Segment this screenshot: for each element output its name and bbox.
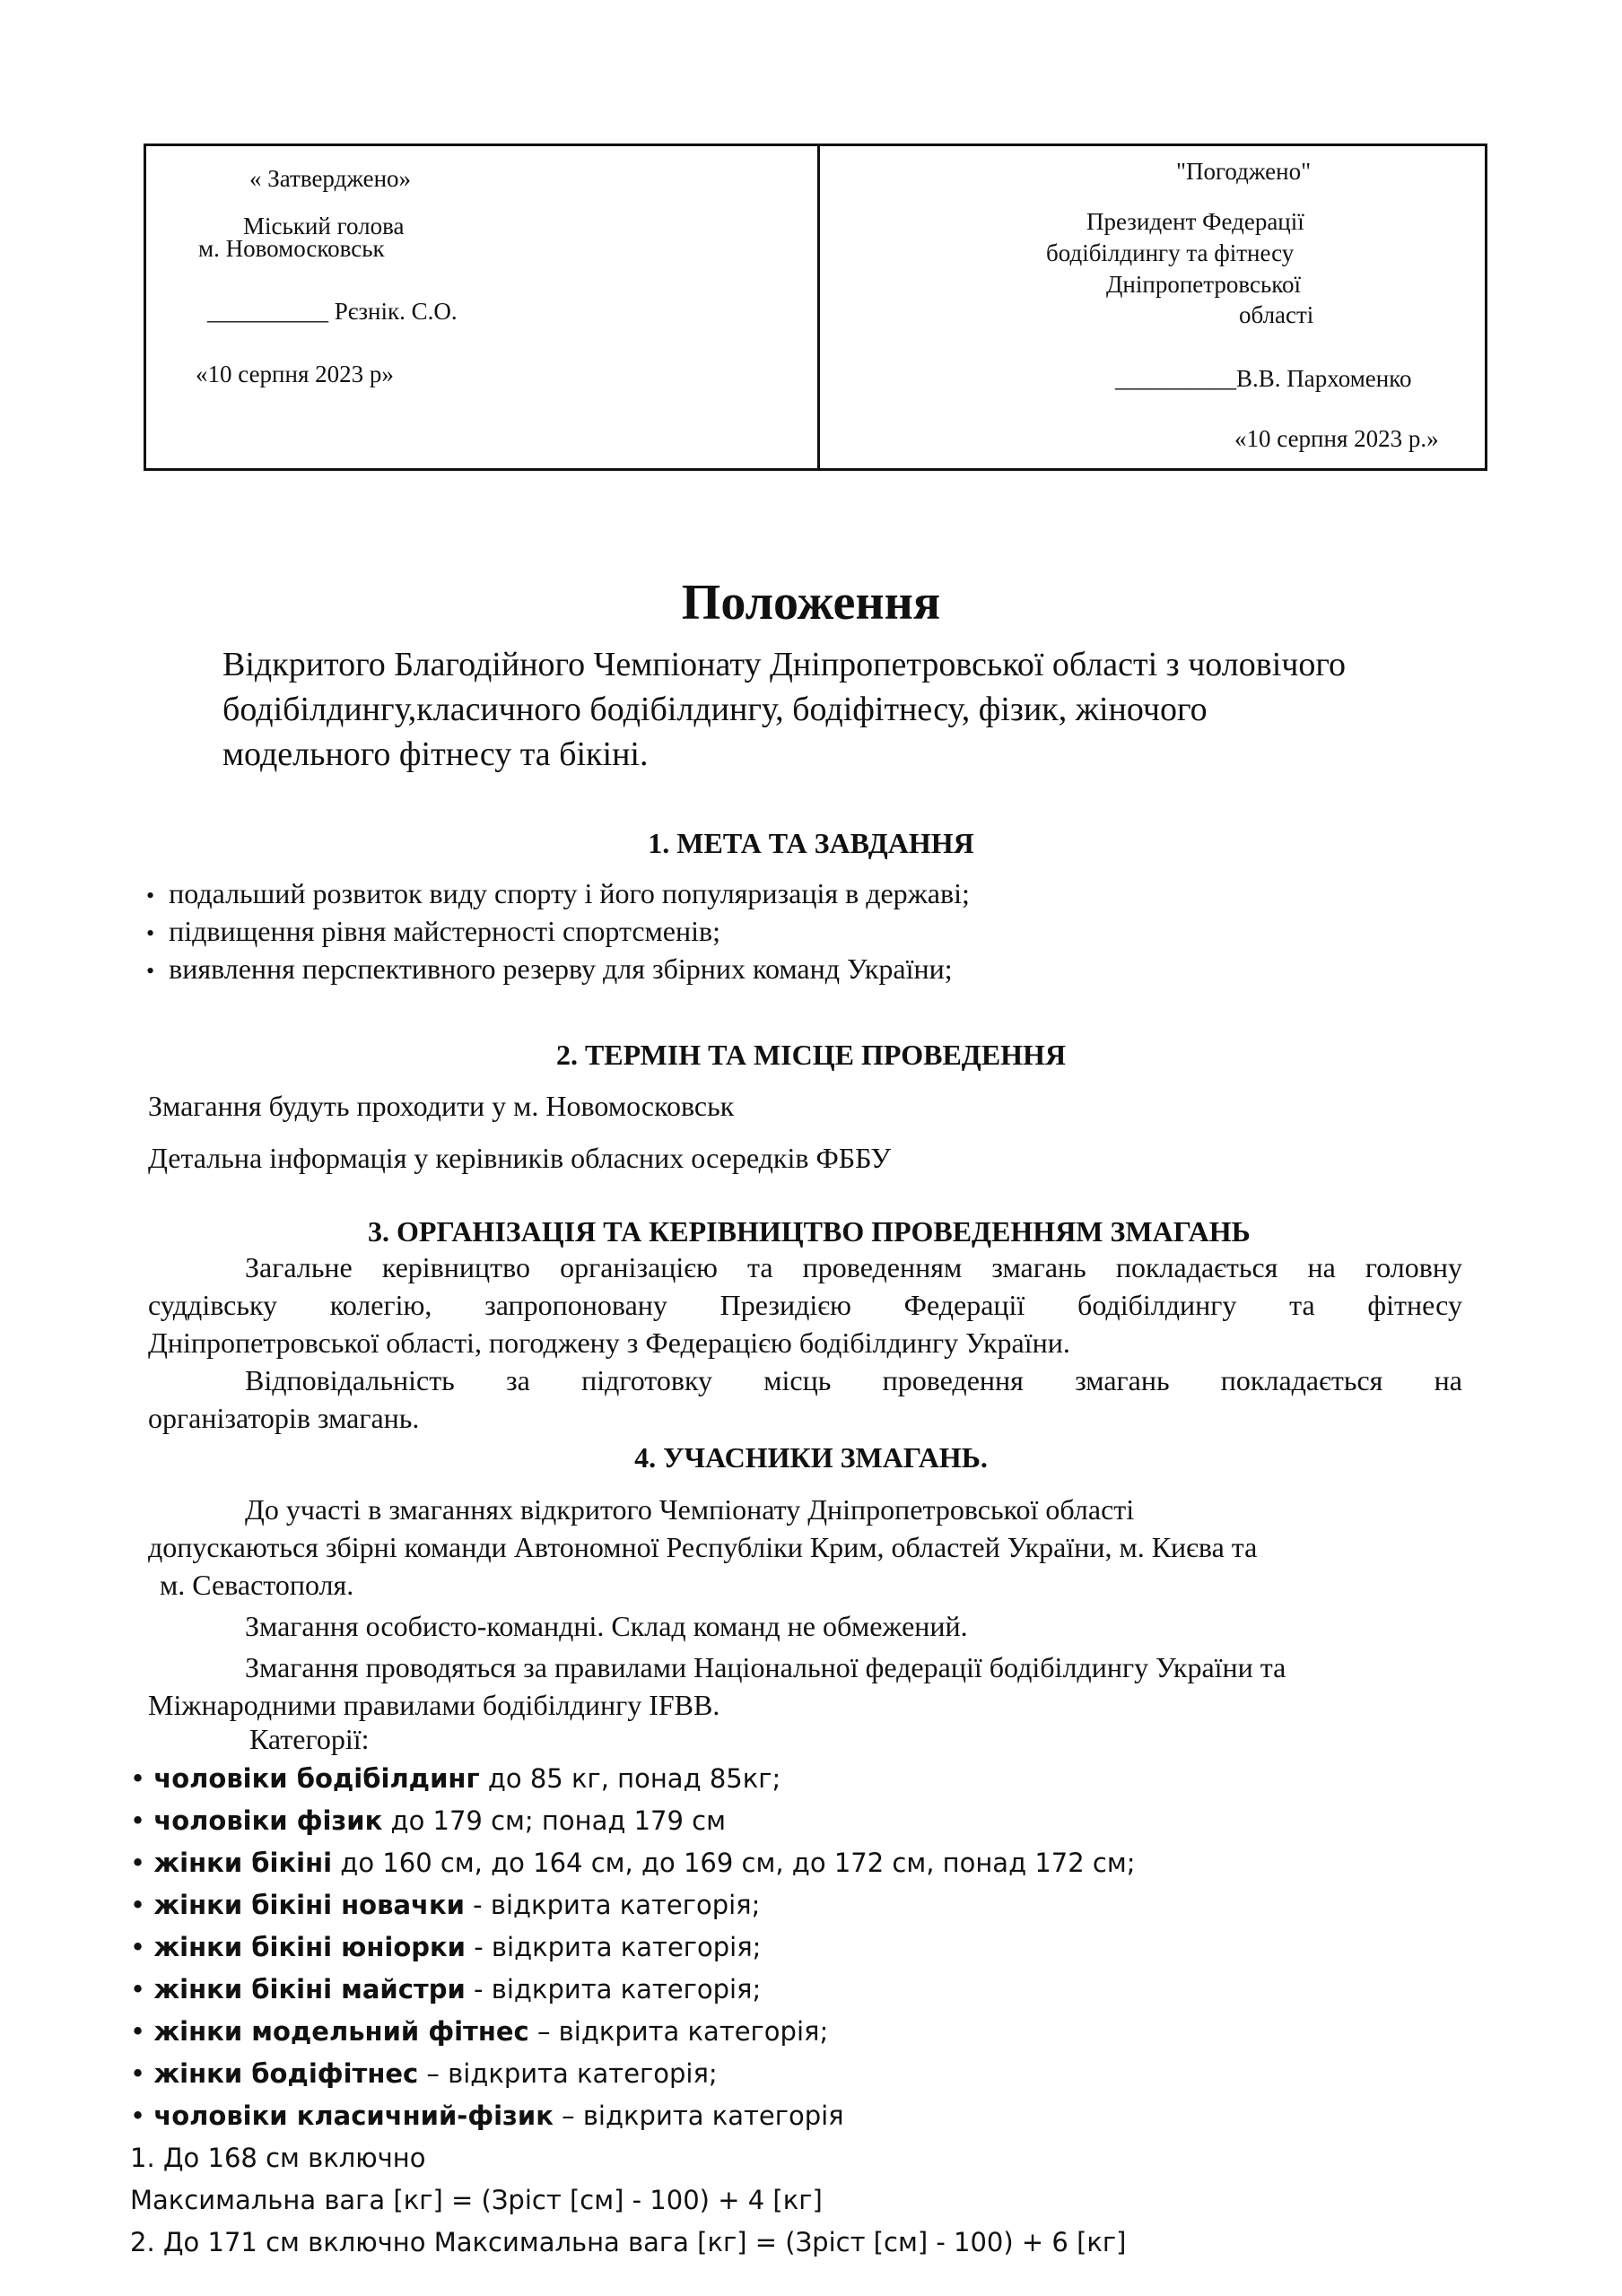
subtitle-line-2: бодібілдингу,класичного бодібілдингу, бодіфітнесу, фізик, жіночого (222, 691, 1208, 728)
president-signature: __________В.В. Пархоменко (1115, 365, 1412, 392)
category-name: жінки модельний фітнес (153, 2016, 529, 2047)
category-name: чоловіки бодібілдинг (153, 1763, 480, 1794)
section4-line-2: допускаються збірні команди Автономної Республіки Крим, областей України, м. Києва та (148, 1531, 1258, 1563)
subtitle-line-3: модельного фітнесу та бікіні. (222, 735, 649, 773)
federation-oblast: області (1239, 301, 1314, 328)
section4-line-7: Категорії: (249, 1723, 370, 1755)
category-name: жінки бікіні майстри (153, 1974, 466, 2005)
section4-line-5: Змагання проводяться за правилами Національної федерації бодібілдингу України та (245, 1651, 1286, 1683)
category-item: • жінки бікіні юніорки - відкрита категорія; (130, 1932, 762, 1962)
mayor-signature: __________ Рєзнік. С.О. (207, 298, 458, 325)
category-item: • жінки бодіфітнес – відкрита категорія; (130, 2058, 718, 2089)
category-name: чоловіки фізик (153, 1805, 383, 1836)
weight-note-2: Максимальна вага [кг] = (Зріст [см] - 100) + 4 [кг] (130, 2185, 823, 2215)
section2-line-1: Змагання будуть проходити у м. Новомосковськ (148, 1090, 735, 1122)
document-title: Положення (681, 575, 941, 631)
category-name: чоловіки класичний-фізик (153, 2100, 554, 2131)
category-name: жінки бікіні (153, 1848, 333, 1878)
category-detail: - відкрита категорія; (464, 1890, 761, 1920)
section4-line-1: До участі в змаганнях відкритого Чемпіонату Дніпропетровської області (245, 1493, 1135, 1526)
category-item: • жінки бікіні майстри - відкрита категорія; (130, 1974, 762, 2005)
weight-note-3: 2. До 171 см включно Максимальна вага [кг] = (Зріст [см] - 100) + 6 [кг] (130, 2227, 1127, 2257)
section3-p2-line-1: Відповідальність за підготовку місць проведення змагань покладається на (245, 1364, 1462, 1396)
bullet-text: виявлення перспективного резерву для збірних команд України; (169, 952, 953, 985)
agreed-heading: "Погоджено" (1176, 158, 1312, 185)
section4-line-3: м. Севастополя. (160, 1569, 354, 1601)
federation-region: Дніпропетровської (1106, 271, 1302, 298)
approval-divider (817, 146, 820, 468)
bullet-icon: • (146, 958, 155, 984)
section3-p2-line-2: організаторів змагань. (148, 1402, 420, 1434)
section1-heading: 1. МЕТА ТА ЗАВДАННЯ (648, 827, 974, 859)
bullet-icon: • (146, 920, 155, 946)
category-item: • жінки модельний фітнес – відкрита категорія; (130, 2016, 829, 2047)
president-title: Президент Федерації (1086, 208, 1304, 235)
category-name: жінки бікіні юніорки (153, 1932, 467, 1962)
section1-bullet-2 (146, 912, 720, 952)
category-item: • чоловіки класичний-фізик – відкрита категорія (130, 2100, 844, 2131)
bullet-text: підвищення рівня майстерності спортсменів; (169, 915, 720, 947)
president-date: «10 серпня 2023 р.» (1234, 425, 1439, 452)
category-item: • жінки бікіні до 160 см, до 164 см, до 169 см, до 172 см, понад 172 см; (130, 1848, 1136, 1878)
section3-p1-line-1: Загальне керівництво організацією та проведенням змагань покладається на головну (245, 1251, 1462, 1283)
section1-bullet-3 (146, 950, 953, 990)
approval-box (144, 144, 1487, 471)
category-name: жінки бікіні новачки (153, 1890, 465, 1920)
category-detail: – відкрита категорія; (528, 2016, 829, 2047)
section2-heading: 2. ТЕРМІН ТА МІСЦЕ ПРОВЕДЕННЯ (555, 1039, 1067, 1071)
section1-bullet-1 (146, 874, 970, 915)
category-item: • чоловіки бодібілдинг до 85 кг, понад 85кг; (130, 1763, 781, 1794)
category-detail: – відкрита категорія (553, 2100, 844, 2131)
bullet-text: подальший розвиток виду спорту і його популяризація в державі; (169, 877, 970, 909)
category-detail: - відкрита категорія; (465, 1974, 762, 2005)
section4-heading: 4. УЧАСНИКИ ЗМАГАНЬ. (634, 1441, 988, 1474)
section3-p1-line-2: суддівську колегію, запропоновану Президією Федерації бодібілдингу та фітнесу (148, 1289, 1462, 1321)
mayor-date: «10 серпня 2023 р» (196, 361, 394, 387)
category-detail: до 179 см; понад 179 см (382, 1805, 727, 1836)
category-detail: - відкрита категорія; (466, 1932, 762, 1962)
category-detail: – відкрита категорія; (418, 2058, 718, 2089)
section4-line-6: Міжнародними правилами бодібілдингу IFBB. (148, 1689, 720, 1721)
section3-heading: 3. ОРГАНІЗАЦІЯ ТА КЕРІВНИЦТВО ПРОВЕДЕННЯМ ЗМАГАНЬ (368, 1215, 1251, 1248)
category-item: • жінки бікіні новачки - відкрита категорія; (130, 1890, 761, 1920)
section2-line-2: Детальна інформація у керівників обласних осередків ФББУ (148, 1142, 892, 1174)
subtitle-line-1: Відкритого Благодійного Чемпіонату Дніпропетровської області з чоловічого (222, 646, 1347, 683)
weight-note-1: 1. До 168 см включно (130, 2143, 426, 2173)
mayor-city: м. Новомосковськ (198, 235, 385, 262)
category-item: • чоловіки фізик до 179 см; понад 179 см (130, 1805, 727, 1836)
approved-heading: « Затверджено» (249, 165, 412, 192)
federation-name: бодібілдингу та фітнесу (1046, 239, 1295, 266)
category-detail: до 160 см, до 164 см, до 169 см, до 172 см, понад 172 см; (332, 1848, 1136, 1878)
bullet-icon: • (146, 883, 155, 909)
section4-line-4: Змагання особисто-командні. Склад команд не обмежений. (245, 1610, 968, 1642)
category-detail: до 85 кг, понад 85кг; (479, 1763, 781, 1794)
mayor-title: Міський голова (243, 213, 405, 239)
section3-p1-line-3: Дніпропетровської області, погоджену з Федерацією бодібілдингу України. (148, 1326, 1070, 1359)
category-name: жінки бодіфітнес (153, 2058, 419, 2089)
